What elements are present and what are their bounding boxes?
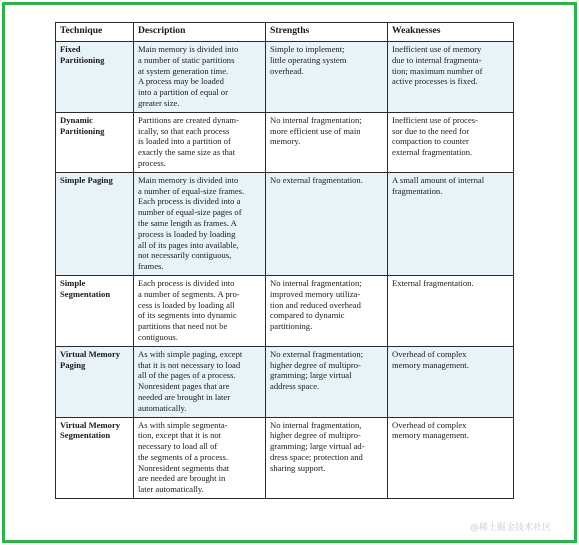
cell-weaknesses — [388, 275, 514, 346]
cell-line: a number of segments. A pro- — [138, 288, 240, 299]
cell-weaknesses — [388, 346, 514, 417]
cell-strengths — [266, 417, 388, 499]
cell-line: more efficient use of main — [270, 125, 361, 136]
cell-line: later automatically. — [138, 484, 204, 495]
cell-line: active processes is fixed. — [392, 76, 478, 87]
cell-line: Virtual Memory — [60, 348, 121, 359]
table-row — [56, 346, 514, 417]
cell-line: cess is loaded by loading all — [138, 299, 235, 310]
cell-technique — [56, 42, 134, 113]
cell-line: Inefficient use of memory — [392, 44, 482, 54]
cell-line: improved memory utiliza- — [270, 288, 361, 299]
cell-description — [134, 346, 266, 417]
cell-line: all of the pages of a process. — [138, 370, 236, 381]
cell-weaknesses — [388, 172, 514, 275]
cell-line: sharing support. — [270, 462, 326, 473]
table-body — [56, 42, 514, 499]
cell-line: No internal fragmentation; — [270, 114, 362, 125]
cell-weaknesses — [388, 417, 514, 499]
cell-line: compaction to counter — [392, 136, 469, 147]
table-row — [56, 275, 514, 346]
table-header-row — [56, 23, 514, 42]
cell-line: a number of equal-size frames. — [138, 185, 245, 196]
header-strengths: Strengths — [266, 23, 388, 42]
cell-line: contiguous. — [138, 331, 178, 342]
cell-line: higher degree of multipro- — [270, 359, 361, 370]
cell-line: Overhead of complex — [392, 419, 467, 430]
cell-line: Each process is divided into a — [138, 196, 241, 207]
cell-line: tion, except that it is not — [138, 430, 222, 441]
cell-line: all of its pages into available, — [138, 239, 239, 250]
cell-line: number of equal-size pages of — [138, 207, 242, 218]
cell-line: gramming; large virtual — [270, 370, 352, 381]
cell-line: higher degree of multipro- — [270, 430, 361, 441]
cell-line: Overhead of complex — [392, 348, 467, 359]
cell-line: External fragmentation. — [392, 277, 474, 288]
cell-line: No external fragmentation. — [270, 174, 363, 185]
cell-line: frames. — [138, 261, 164, 272]
document-frame — [2, 2, 577, 543]
cell-line: dress space; protection and — [270, 451, 363, 462]
header-description: Description — [134, 23, 266, 42]
cell-line: sor due to the need for — [392, 125, 470, 136]
cell-line: Dynamic — [60, 114, 93, 125]
cell-line: the same length as frames. A — [138, 217, 237, 228]
cell-line: little operating system — [270, 54, 347, 65]
cell-description — [134, 42, 266, 113]
cell-line: No internal fragmentation, — [270, 419, 362, 430]
cell-weaknesses — [388, 42, 514, 113]
cell-line: Main memory is divided into — [138, 174, 239, 185]
cell-line: fragmentation. — [392, 185, 443, 196]
cell-line: No internal fragmentation; — [270, 277, 362, 288]
cell-line: at system generation time. — [138, 65, 229, 76]
cell-strengths — [266, 346, 388, 417]
cell-line: Nonresident segments that — [138, 462, 230, 473]
cell-line: due to internal fragmenta- — [392, 54, 482, 65]
cell-line: gramming; large virtual ad- — [270, 441, 365, 452]
cell-line: that it is not necessary to load — [138, 359, 241, 370]
cell-line: process. — [138, 157, 166, 168]
cell-line: As with simple segmenta- — [138, 419, 228, 430]
cell-line: tion; maximum number of — [392, 65, 483, 76]
cell-line: tion and reduced overhead — [270, 299, 361, 310]
cell-line: Nonresident pages that are — [138, 381, 230, 392]
cell-line: the segments of a process. — [138, 451, 228, 462]
cell-line: Partitions are created dynam- — [138, 114, 239, 125]
cell-line: greater size. — [138, 97, 180, 108]
cell-line: not necessarily contiguous, — [138, 250, 232, 261]
cell-line: Each process is divided into — [138, 277, 235, 288]
cell-line: a number of static partitions — [138, 54, 235, 65]
cell-line: necessary to load all of — [138, 441, 218, 452]
cell-line: Segmentation — [60, 430, 111, 441]
cell-line: Simple Paging — [60, 174, 113, 185]
cell-line: No external fragmentation; — [270, 348, 364, 359]
cell-line: process is loaded by loading — [138, 228, 236, 239]
cell-description — [134, 172, 266, 275]
cell-line: external fragmentation. — [392, 147, 473, 158]
cell-description — [134, 417, 266, 499]
cell-strengths — [266, 112, 388, 172]
cell-line: memory management. — [392, 359, 469, 370]
cell-line: Inefficient use of proces- — [392, 114, 478, 125]
cell-line: Segmentation — [60, 288, 111, 299]
cell-line: partitions that need not be — [138, 321, 228, 332]
table-row — [56, 172, 514, 275]
cell-line: A small amount of internal — [392, 174, 485, 185]
cell-line: of its segments into dynamic — [138, 310, 237, 321]
watermark: @稀土掘金技术社区 — [470, 523, 552, 533]
cell-line: are needed are brought in — [138, 473, 226, 484]
memory-management-techniques-table — [55, 22, 514, 499]
cell-strengths — [266, 42, 388, 113]
cell-line: Partitioning — [60, 54, 105, 65]
cell-line: Virtual Memory — [60, 419, 121, 430]
cell-line: Partitioning — [60, 125, 105, 136]
cell-line: partitioning. — [270, 321, 313, 332]
cell-line: needed are brought in later — [138, 391, 231, 402]
cell-line: Paging — [60, 359, 86, 370]
cell-line: ically, so that each process — [138, 125, 230, 136]
cell-line: As with simple paging, except — [138, 348, 243, 359]
table-row — [56, 42, 514, 113]
cell-technique — [56, 275, 134, 346]
cell-line: Fixed — [60, 44, 81, 54]
cell-line: memory. — [270, 136, 301, 147]
cell-line: overhead. — [270, 65, 304, 76]
cell-description — [134, 112, 266, 172]
cell-line: compared to dynamic — [270, 310, 345, 321]
cell-weaknesses — [388, 112, 514, 172]
cell-technique — [56, 346, 134, 417]
cell-line: memory management. — [392, 430, 469, 441]
cell-strengths — [266, 275, 388, 346]
cell-description — [134, 275, 266, 346]
cell-line: address space. — [270, 381, 320, 392]
cell-line: into a partition of equal or — [138, 87, 228, 98]
cell-technique — [56, 172, 134, 275]
table-row — [56, 112, 514, 172]
table-container — [55, 22, 513, 499]
cell-technique — [56, 417, 134, 499]
cell-strengths — [266, 172, 388, 275]
header-technique: Technique — [56, 23, 134, 42]
cell-line: Simple to implement; — [270, 44, 345, 54]
cell-technique — [56, 112, 134, 172]
cell-line: A process may be loaded — [138, 76, 224, 87]
cell-line: automatically. — [138, 402, 187, 413]
header-weaknesses: Weaknesses — [388, 23, 514, 42]
cell-line: Simple — [60, 277, 86, 288]
cell-line: Main memory is divided into — [138, 44, 239, 54]
table-row — [56, 417, 514, 499]
cell-line: exactly the same size as that — [138, 147, 236, 158]
cell-line: is loaded into a partition of — [138, 136, 231, 147]
